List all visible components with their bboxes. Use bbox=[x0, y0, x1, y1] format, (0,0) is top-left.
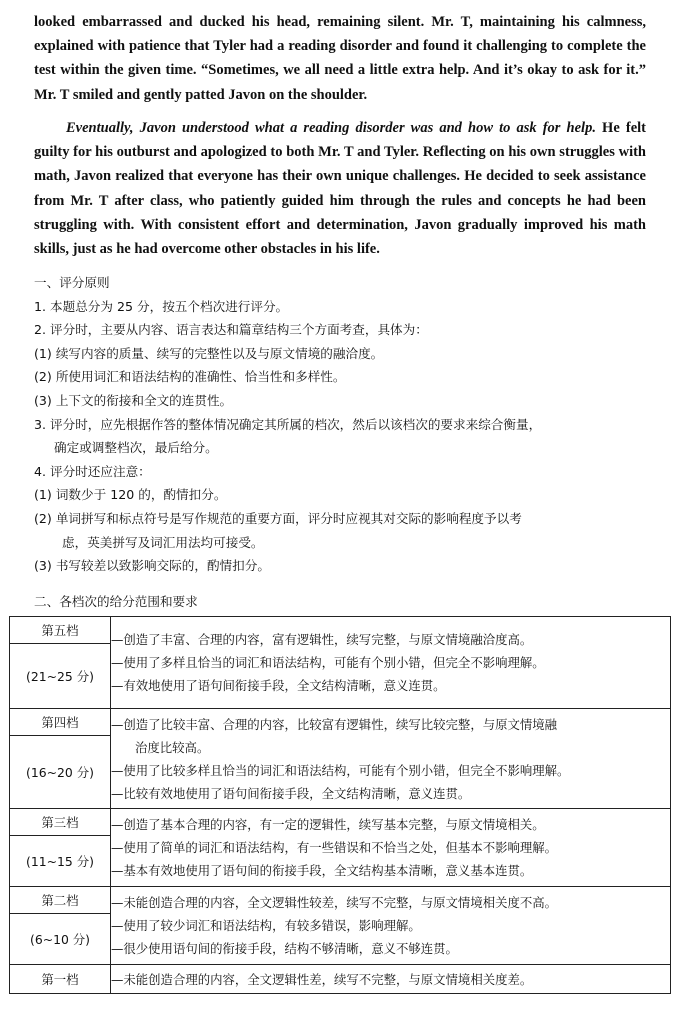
level-criteria bbox=[111, 887, 671, 965]
criterion: —使用了比较多样且恰当的词汇和语法结构，可能有个别小错，但完全不影响理解。 bbox=[111, 762, 570, 778]
level-criteria bbox=[111, 617, 671, 709]
level-name: 第四档 bbox=[10, 709, 111, 736]
criterion: —未能创造合理的内容，全文逻辑性差，续写不完整，与原文情境相关度差。 bbox=[111, 971, 533, 987]
principle-line: 虑，英美拼写及词汇用法均可接受。 bbox=[62, 534, 264, 550]
table-row bbox=[10, 709, 671, 736]
table-row bbox=[10, 887, 671, 914]
level-name: 第二档 bbox=[10, 887, 111, 914]
principle-line: (3) 书写较差以致影响交际的，酌情扣分。 bbox=[34, 558, 270, 574]
level-name: 第一档 bbox=[10, 965, 111, 994]
criterion: —使用了简单的词汇和语法结构，有一些错误和不恰当之处，但基本不影响理解。 bbox=[111, 840, 558, 855]
level-name: 第三档 bbox=[10, 809, 111, 836]
story-paragraph-2 bbox=[34, 116, 646, 261]
level-range: (21~25 分) bbox=[10, 644, 111, 709]
table-row bbox=[10, 809, 671, 836]
level-range: (6~10 分) bbox=[10, 914, 111, 965]
principle-line: (3) 上下文的衔接和全文的连贯性。 bbox=[34, 392, 233, 408]
principle-line: 4. 评分时还应注意： bbox=[34, 463, 151, 479]
principle-line: (1) 续写内容的质量、续写的完整性以及与原文情境的融洽度。 bbox=[34, 345, 384, 361]
principle-line: (1) 词数少于 120 的，酌情扣分。 bbox=[34, 487, 227, 503]
principle-line: (2) 单词拼写和标点符号是写作规范的重要方面，评分时应视其对交际的影响程度予以考 bbox=[34, 510, 522, 526]
level-range: (16~20 分) bbox=[10, 736, 111, 809]
level-criteria bbox=[111, 965, 671, 994]
criterion: —未能创造合理的内容，全文逻辑性较差，续写不完整，与原文情境相关度不高。 bbox=[111, 895, 558, 910]
criterion: —有效地使用了语句间衔接手段，全文结构清晰，意义连贯。 bbox=[111, 678, 446, 693]
criterion: —创造了比较丰富、合理的内容，比较富有逻辑性，续写比较完整，与原文情境融 bbox=[111, 716, 558, 732]
story-paragraph-2-rest: He felt guilty for his outburst and apologized to both Mr. T and Tyler. Reflecting on his own struggles with math, Javon realized that everyone has their own unique challenges. He decided to seek assistance from Mr. T after class, who patiently guided him through the rules and concepts he had been struggling with. With consistent effort and determination, Javon gradually improved his math skills, just as he had overcome other obstacles in his life. bbox=[34, 120, 646, 258]
story-paragraph-1: looked embarrassed and ducked his head, remaining silent. Mr. T, maintaining his calmness, explained with patience that Tyler had a reading disorder and found it challenging to complete the test within the given time. “Sometimes, we all need a little extra help. And it’s okay to ask for it.” Mr. T smiled and gently patted Javon on the shoulder. bbox=[34, 14, 646, 103]
level-name: 第五档 bbox=[10, 617, 111, 644]
table-row bbox=[10, 617, 671, 644]
level-criteria bbox=[111, 709, 671, 809]
criterion: —创造了基本合理的内容，有一定的逻辑性，续写基本完整，与原文情境相关。 bbox=[111, 817, 545, 832]
principle-line: 1. 本题总分为 25 分，按五个档次进行评分。 bbox=[34, 298, 289, 314]
criterion: 治度比较高。 bbox=[135, 739, 210, 755]
table-row bbox=[10, 965, 671, 994]
levels-heading: 二、各档次的给分范围和要求 bbox=[34, 594, 198, 609]
criterion: —使用了多样且恰当的词汇和语法结构，可能有个别小错，但完全不影响理解。 bbox=[111, 655, 545, 670]
criterion: —基本有效地使用了语句间的衔接手段，全文结构基本清晰，意义基本连贯。 bbox=[111, 863, 533, 878]
criterion: —创造了丰富、合理的内容，富有逻辑性，续写完整，与原文情境融洽度高。 bbox=[111, 632, 533, 647]
level-range: (11~15 分) bbox=[10, 836, 111, 887]
principle-line: 确定或调整档次，最后给分。 bbox=[54, 440, 218, 456]
principle-line: 2. 评分时，主要从内容、语言表达和篇章结构三个方面考查，具体为： bbox=[34, 322, 428, 338]
scoring-principles bbox=[34, 271, 654, 578]
criterion: —使用了较少词汇和语法结构，有较多错误，影响理解。 bbox=[111, 918, 421, 933]
principles-heading: 一、评分原则 bbox=[34, 275, 110, 290]
story-paragraph-2-lead: Eventually, Javon understood what a reading disorder was and how to ask for help. bbox=[66, 120, 596, 136]
level-criteria bbox=[111, 809, 671, 887]
principle-line: (2) 所使用词汇和语法结构的准确性、恰当性和多样性。 bbox=[34, 369, 346, 385]
criterion: —很少使用语句间的衔接手段，结构不够清晰，意义不够连贯。 bbox=[111, 941, 458, 956]
criterion: —比较有效地使用了语句间衔接手段，全文结构清晰，意义连贯。 bbox=[111, 785, 471, 801]
grading-levels-table bbox=[9, 616, 671, 994]
principle-line: 3. 评分时，应先根据作答的整体情况确定其所属的档次，然后以该档次的要求来综合衡量， bbox=[34, 416, 542, 432]
